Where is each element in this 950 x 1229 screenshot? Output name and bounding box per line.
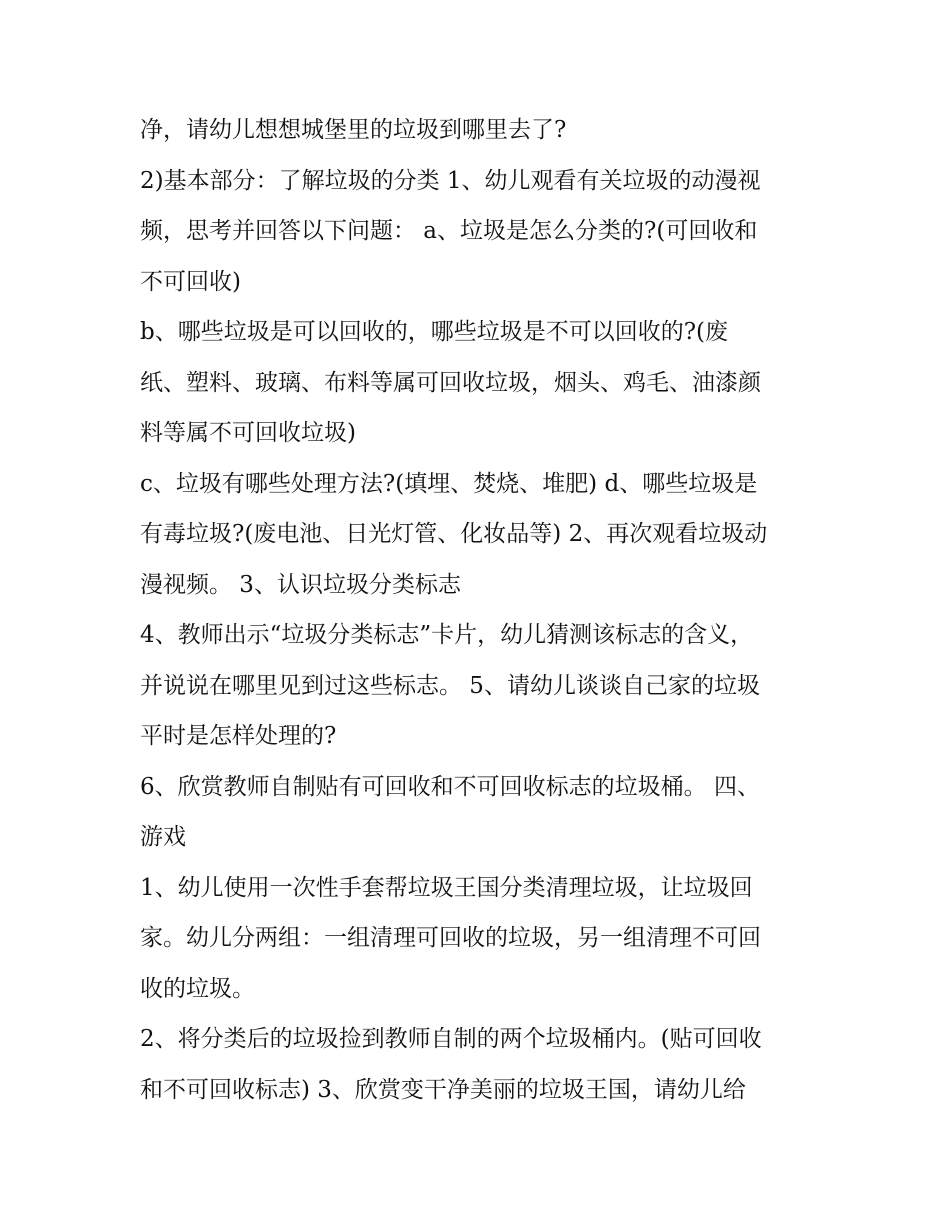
text-line-3: 频，思考并回答以下问题： a、垃圾是怎么分类的?(可回收和 [140,218,758,244]
text-line-1: 净，请幼儿想想城堡里的垃圾到哪里去了? [140,117,567,143]
text-line-7: 料等属不可回收垃圾) [140,420,356,446]
text-line-4: 不可回收) [140,268,241,295]
text-line-20: 和不可回收标志) 3、欣赏变干净美丽的垃圾王国，请幼儿给 [140,1076,746,1103]
document-body [140,105,820,1115]
text-line-8: c、垃圾有哪些处理方法?(填埋、焚烧、堆肥) d、哪些垃圾是 [140,470,758,497]
text-line-9: 有毒垃圾?(废电池、日光灯管、化妆品等) 2、再次观看垃圾动 [140,521,768,547]
text-line-5: b、哪些垃圾是可以回收的，哪些垃圾是不可以回收的?(废 [140,319,729,345]
text-line-10: 漫视频。 3、认识垃圾分类标志 [140,571,461,598]
text-line-19: 2、将分类后的垃圾捡到教师自制的两个垃圾桶内。(贴可回收 [140,1026,762,1052]
text-line-13: 平时是怎样处理的? [140,723,337,749]
text-line-16: 1、幼儿使用一次性手套帮垃圾王国分类清理垃圾，让垃圾回 [140,874,753,901]
text-line-18: 收的垃圾。 [140,975,255,1002]
text-line-2: 2)基本部分：了解垃圾的分类 1、幼儿观看有关垃圾的动漫视 [140,167,761,194]
text-line-6: 纸、塑料、玻璃、布料等属可回收垃圾，烟头、鸡毛、油漆颜 [140,369,761,396]
text-line-12: 并说说在哪里见到过这些标志。 5、请幼儿谈谈自己家的垃圾 [140,672,760,699]
text-line-15: 游戏 [140,824,186,850]
text-line-14: 6、欣赏教师自制贴有可回收和不可回收标志的垃圾桶。 四、 [140,773,760,800]
text-line-17: 家。幼儿分两组：一组清理可回收的垃圾，另一组清理不可回 [140,925,761,951]
text-line-11: 4、教师出示“垃圾分类标志”卡片，幼儿猜测该标志的含义， [140,622,754,648]
